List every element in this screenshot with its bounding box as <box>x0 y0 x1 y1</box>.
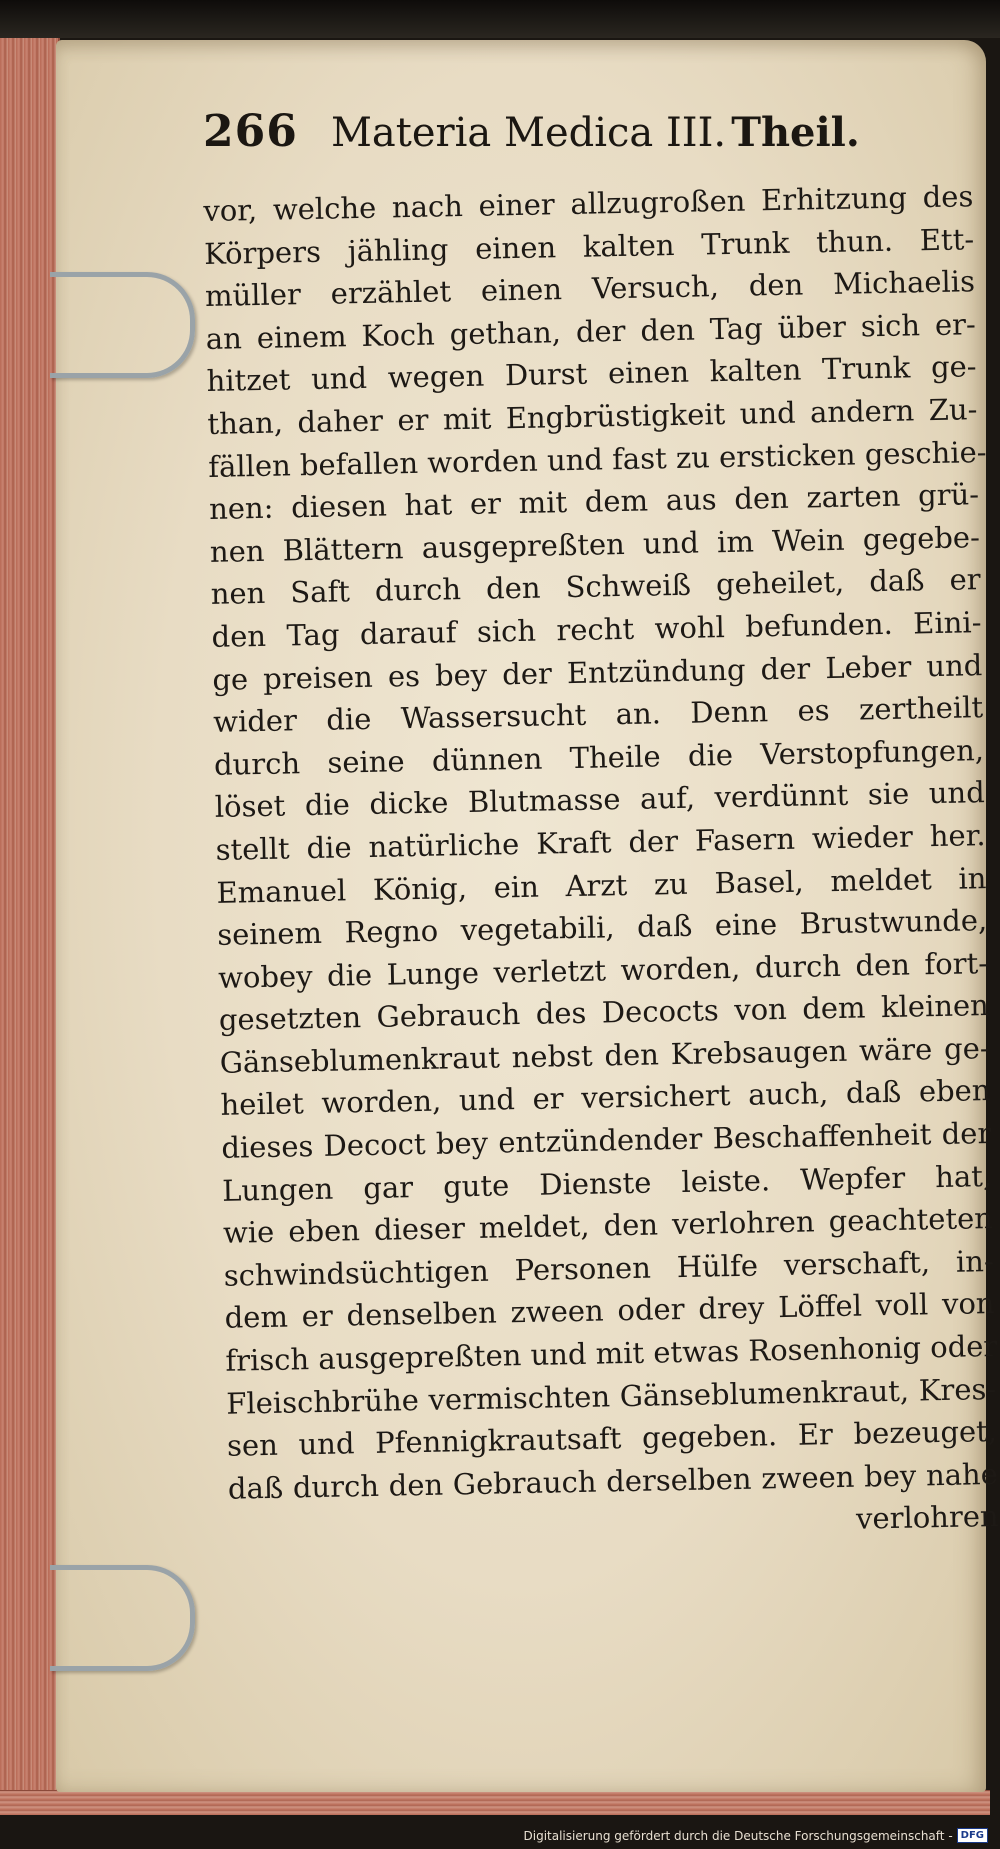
credit-text: Digitalisierung gefördert durch die Deutsche Forschungsgemeinschaft - <box>523 1828 953 1843</box>
digitization-credit <box>524 1828 989 1843</box>
scan-background-top <box>0 0 1000 38</box>
text-line: wie eben dieser meldet, den verlohren geachteten <box>222 1201 994 1251</box>
text-line: den Tag darauf sich recht wohl befunden. Eini- <box>211 605 982 654</box>
text-line: an einem Koch gethan, der den Tag über sich er- <box>205 306 977 356</box>
text-line: dem er denselben zween oder drey Löffel voll von <box>224 1286 995 1336</box>
text-line: fällen befallen worden und fast zu ersticken geschie- <box>207 434 987 484</box>
page-number: 266 <box>203 106 298 157</box>
running-header <box>203 106 903 176</box>
text-line: daß durch den Gebrauch derselben zween bey nahe <box>227 1456 999 1506</box>
text-line: vor, welche nach einer allzugroßen Erhitzung des <box>203 179 974 228</box>
text-line: nen Blättern ausgepreßten und im Wein gegebe- <box>209 519 981 569</box>
text-line: sen und Pfennigkrautsaft gegeben. Er bezeuget, <box>226 1414 998 1463</box>
text-line: Gänseblumenkraut nebst den Krebsaugen wäre ge- <box>219 1030 990 1080</box>
text-line: dieses Decoct bey entzündender Beschaffenheit der <box>221 1116 992 1165</box>
book-page-edges-bottom <box>0 1790 990 1815</box>
text-line: müller erzählet einen Versuch, den Michaelis <box>204 264 976 314</box>
text-line: Lungen gar gute Dienste leiste. Wepfer hat, <box>221 1158 993 1208</box>
text-line: Fleischbrühe vermischten Gänseblumenkraut, Kres- <box>225 1371 997 1421</box>
text-line: Emanuel König, ein Arzt zu Basel, meldet in <box>216 860 987 910</box>
text-line: frisch ausgepreßten und mit etwas Rosenhonig oder <box>225 1329 998 1378</box>
text-line: wider die Wassersucht an. Denn es zertheilt <box>212 690 984 740</box>
text-line: heilet worden, und er versichert auch, daß eben <box>220 1073 991 1123</box>
text-line: schwindsüchtigen Personen Hülfe verschaft, in- <box>223 1243 995 1293</box>
body-text <box>203 175 999 1553</box>
text-line: ge preisen es bey der Entzündung der Leber und <box>212 647 983 697</box>
text-line: stellt die natürliche Kraft der Fasern wieder her. <box>215 818 986 867</box>
paper-clip-bottom <box>50 1565 195 1671</box>
text-line: gesetzten Gebrauch des Decocts von dem kleinen <box>218 988 990 1038</box>
running-title-word: Theil. <box>731 109 860 156</box>
running-title: Materia Medica III. <box>330 110 727 156</box>
text-line: wobey die Lunge verletzt worden, durch den fort- <box>217 945 989 995</box>
text-line: nen: diesen hat er mit dem aus den zarten grü- <box>208 477 980 527</box>
text-line: than, daher er mit Engbrüstigkeit und andern Zu- <box>207 392 978 441</box>
text-line: nen Saft durch den Schweiß geheilet, daß er <box>210 562 981 612</box>
text-line: Körpers jähling einen kalten Trunk thun. Ett- <box>203 221 975 271</box>
text-line: hitzet und wegen Durst einen kalten Trunk ge- <box>206 349 977 399</box>
catchword: verlohren <box>855 1499 999 1537</box>
text-line: löset die dicke Blutmasse auf, verdünnt sie und <box>214 775 986 825</box>
dfg-logo: DFG <box>957 1828 988 1843</box>
text-line: durch seine dünnen Theile die Verstopfungen, <box>213 732 985 782</box>
paper-clip-top <box>50 272 195 378</box>
text-line: seinem Regno vegetabili, daß eine Brustwunde, <box>216 903 988 952</box>
